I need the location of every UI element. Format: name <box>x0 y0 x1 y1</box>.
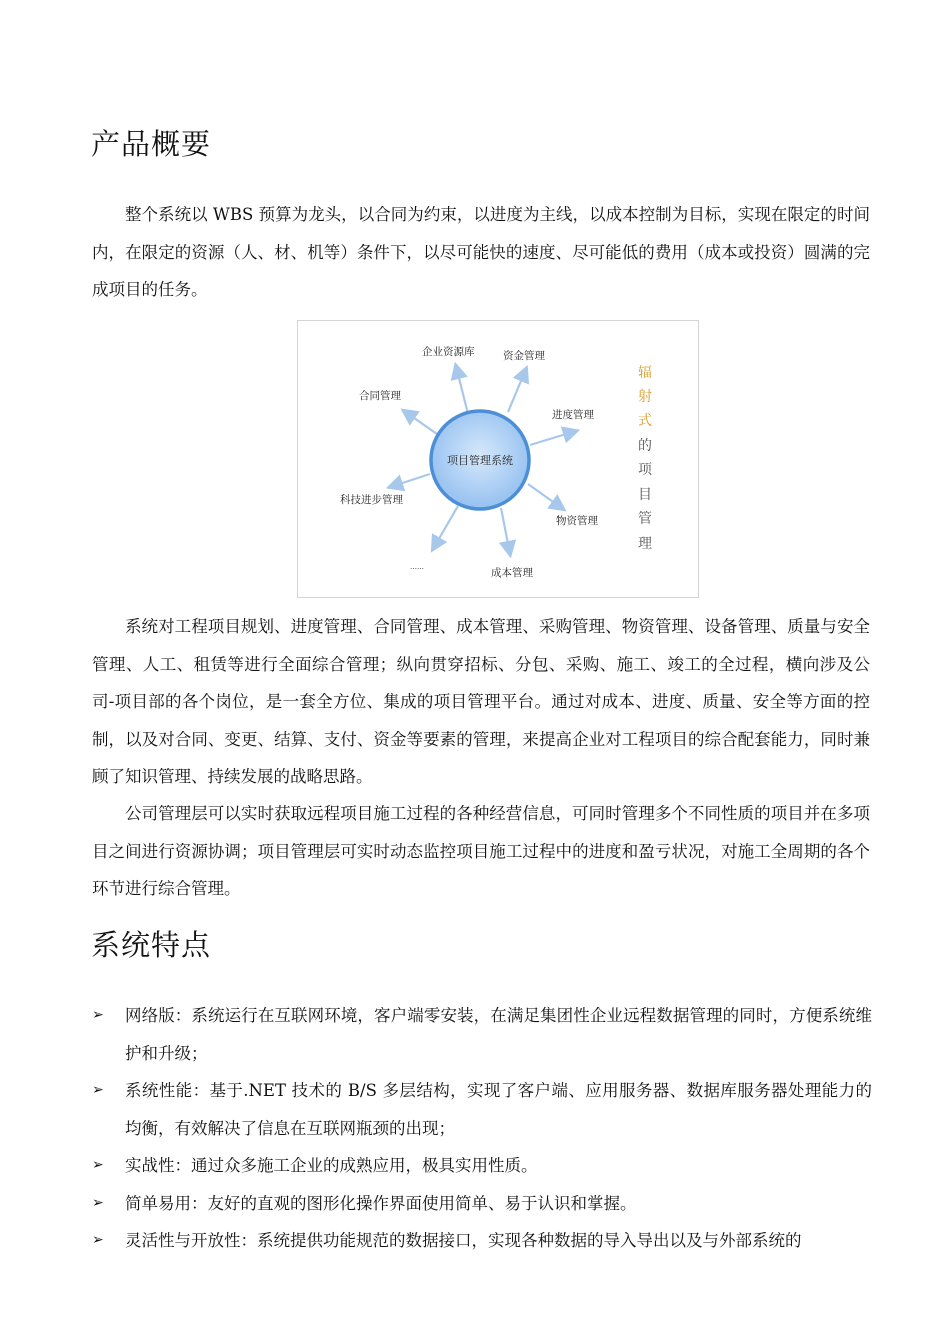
system-diagram <box>297 320 699 598</box>
feature-item: ➢ 实战性：通过众多施工企业的成熟应用，极具实用性质。 <box>92 1147 872 1185</box>
bullet-arrow-icon: ➢ <box>92 1194 104 1211</box>
bullet-arrow-icon: ➢ <box>92 1007 104 1023</box>
feature-item: ➢ 系统性能：基于.NET 技术的 B/S 多层结构，实现了客户端、应用服务器、数据库服务器处理能力的均衡，有效解决了信息在互联网瓶颈的出现； <box>92 1072 872 1147</box>
arrow-tech-progress <box>390 474 430 487</box>
node-more: …… <box>410 563 424 571</box>
node-funds: 资金管理 <box>503 350 545 362</box>
arrow-cost <box>501 508 510 554</box>
arrow-contract <box>404 411 437 434</box>
arrow-enterprise-resources <box>456 366 468 414</box>
arrow-funds <box>508 369 526 412</box>
section-title-features: 系统特点 <box>91 928 212 962</box>
side-caption-char-5: 项 <box>638 462 652 478</box>
arrow-schedule <box>530 431 576 445</box>
node-enterprise-resources: 企业资源库 <box>422 346 475 358</box>
side-caption-char-1: 辐 <box>638 365 652 381</box>
bullet-arrow-icon: ➢ <box>92 1157 104 1173</box>
side-caption-char-8: 理 <box>638 536 652 552</box>
feature-item: ➢ 灵活性与开放性：系统提供功能规范的数据接口，实现各种数据的导入导出以及与外部系统的 <box>92 1222 872 1260</box>
bullet-arrow-icon: ➢ <box>92 1232 104 1248</box>
feature-item: ➢ 简单易用：友好的直观的图形化操作界面使用简单、易于认识和掌握。 <box>92 1185 872 1223</box>
side-caption-char-2: 射 <box>638 389 652 405</box>
side-caption-char-6: 目 <box>638 487 652 503</box>
arrow-more <box>433 506 458 549</box>
feature-item: ➢ 网络版：系统运行在互联网环境，客户端零安装，在满足集团性企业远程数据管理的同时，方便系统维护和升级； <box>92 997 872 1072</box>
center-label: 项目管理系统 <box>447 454 513 467</box>
bullet-arrow-icon: ➢ <box>92 1082 104 1098</box>
node-contract: 合同管理 <box>359 390 401 402</box>
feature-list <box>92 997 872 1260</box>
overview-paragraph-1: 整个系统以 WBS 预算为龙头，以合同为约束，以进度为主线，以成本控制为目标，实现在限定的时间内，在限定的资源（人、材、机等）条件下，以尽可能快的速度、尽可能低的费用（成本或投资）圆满的完成项目的任务。 <box>92 205 870 299</box>
side-caption-char-3: 式 <box>638 413 652 429</box>
node-tech-progress: 科技进步管理 <box>340 494 403 506</box>
node-cost: 成本管理 <box>491 567 533 579</box>
overview-paragraph-3: 公司管理层可以实时获取远程项目施工过程的各种经营信息，可同时管理多个不同性质的项目并在多项目之间进行资源协调；项目管理层可实时动态监控项目施工过程中的进度和盈亏状况，对施工全周期的各个环节进行综合管理。 <box>92 804 870 898</box>
section-title-overview: 产品概要 <box>91 127 212 161</box>
node-materials: 物资管理 <box>556 515 598 527</box>
arrow-materials <box>528 484 563 509</box>
side-caption-char-7: 管 <box>638 511 652 527</box>
overview-paragraph-2: 系统对工程项目规划、进度管理、合同管理、成本管理、采购管理、物资管理、设备管理、质量与安全管理、人工、租赁等进行全面综合管理；纵向贯穿招标、分包、采购、施工、竣工的全过程，横向涉及公司-项目部的各个岗位，是一套全方位、集成的项目管理平台。通过对成本、进度、质量、安全等方面的控制，以及对合同、变更、结算、支付、资金等要素的管理，来提高企业对工程项目的综合配套能力，同时兼顾了知识管理、持续发展的战略思路。 <box>92 617 870 786</box>
radial-diagram-svg <box>298 321 698 597</box>
node-schedule: 进度管理 <box>552 409 594 421</box>
side-caption-char-4: 的 <box>638 438 652 454</box>
side-caption <box>638 365 653 552</box>
